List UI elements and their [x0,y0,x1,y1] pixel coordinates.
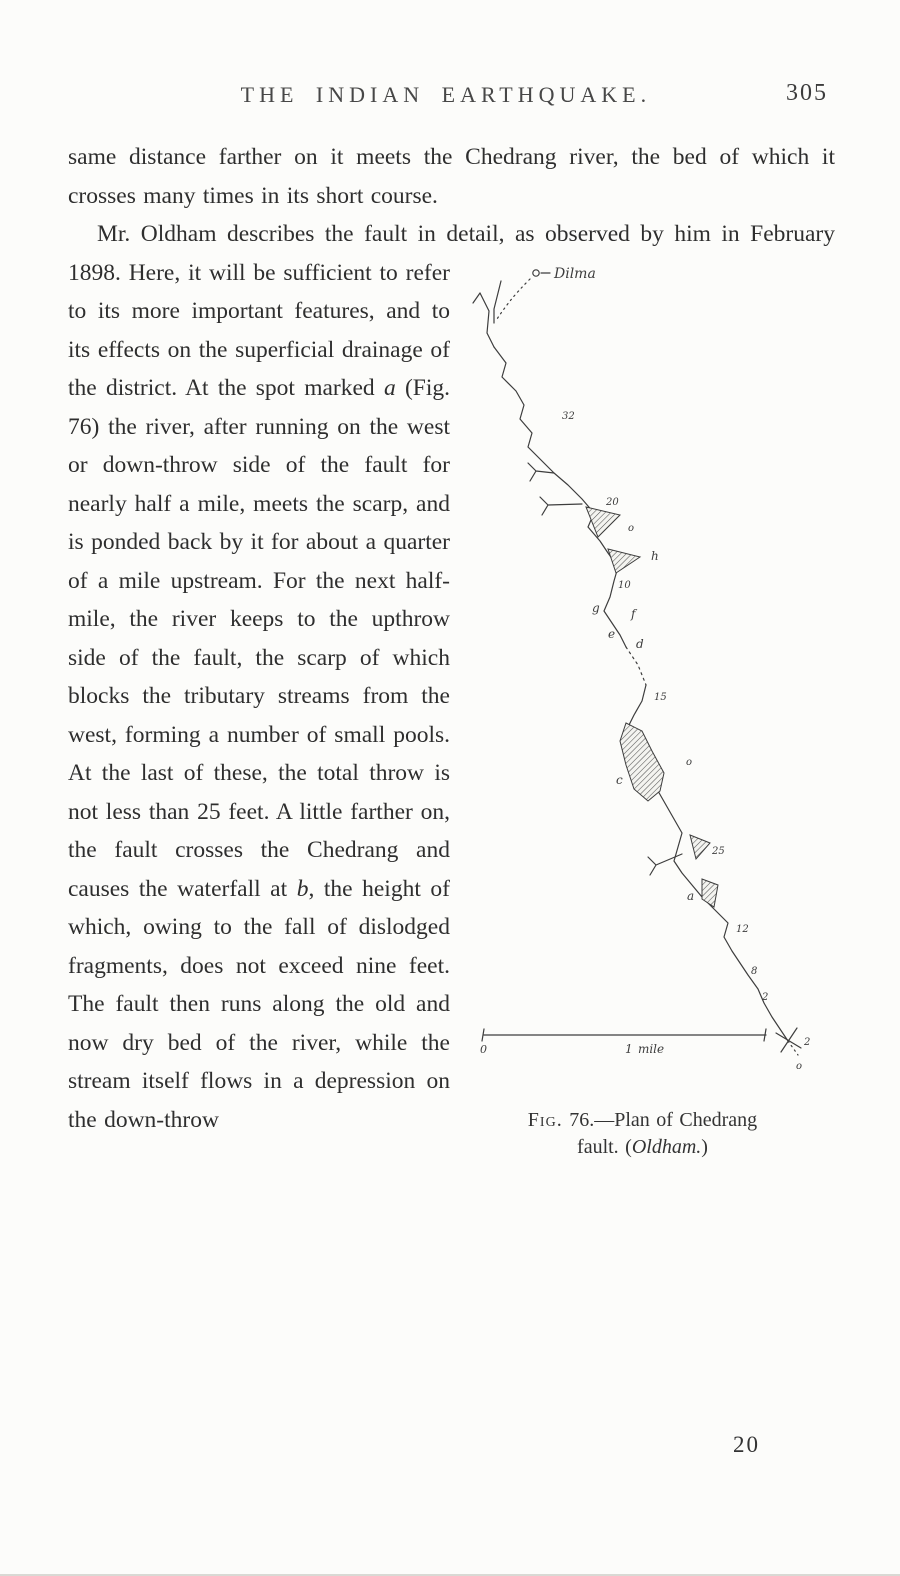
map-pond-4 [702,879,718,907]
fig-scale-zero: 0 [480,1043,487,1056]
dilma-marker [533,270,539,276]
map-pond-1 [586,507,620,537]
paragraph-2-text: Mr. Oldham describes the fault in detail, as observed by him in February 1898. Here, it will be sufficient to refer to its more important features, and to its effects on the superficial drainage of the district. At the spot marked a (Fig. 76) the river, after running on the west or down-throw side of the fault for nearly half a mile, meets the scarp, and is ponded back by it for about a quarter of a mile upstream. For the next half-mile, the river keeps to the upthrow side of the fault, the scarp of which blocks the tributary streams from the west, forming a number of small pools. At the last of these, the total throw is not less than 25 feet. A little farther on, the fault crosses the Chedrang and causes the waterfall at b, the height of which, owing to the fall of dislodged fragments, does not exceed nine feet. The fault then runs along the old and now dry bed of the river, while the stream itself flows in a depression on the down-throw [68,221,835,1133]
map-tributary-2 [540,497,582,515]
page-number-top: 305 [786,80,828,106]
fig-label-25: 25 [712,846,725,857]
running-title: THE INDIAN EARTHQUAKE. [240,82,652,107]
fig-scale-mile: 1 mile [625,1042,665,1056]
map-pond-3 [690,835,710,859]
map-tributary-1 [528,463,554,481]
figure-caption-title: 76.—Plan of Chedrang [562,1109,758,1131]
paragraph-2 [68,215,835,1158]
figure-caption [450,1107,835,1161]
fig-label-d: d [636,637,644,651]
paragraph-1: same distance farther on it meets the Chedrang river, the bed of which it crosses many times in its short course. [68,144,835,209]
map-fault-line-lower [628,685,788,1041]
map-pond-large [620,723,664,801]
fig-label-h: h [651,549,659,563]
figure-caption-fault: fault. ( [577,1136,632,1158]
map-stream-branch-2 [494,281,501,323]
figure-caption-author: Oldham. [631,1136,702,1158]
fig-label-2a: 2 [762,992,769,1003]
chedrang-fault-map [470,257,830,1095]
map-end-cross [776,1028,801,1052]
figure-caption-close: ) [701,1136,708,1158]
running-header [0,80,900,112]
figure-caption-fig: Fig. [527,1109,563,1131]
map-stream-branch-3 [473,293,480,303]
fig-label-o3: o [796,1061,803,1072]
map-fault-line-dotted [626,647,646,685]
map-scale-bar [482,1029,766,1041]
fig-label-32: 32 [562,411,575,422]
fig-label-15: 15 [654,692,667,703]
fig-label-dilma: Dilma [554,266,596,282]
fig-label-e: e [608,627,616,641]
map-pond-2 [608,549,640,573]
fig-label-f: f [631,607,636,621]
fig-label-8: 8 [751,966,758,977]
fig-label-o2: o [686,757,693,768]
fig-label-12: 12 [736,924,749,935]
fig-label-g: g [592,601,600,615]
map-dotted-trail [497,279,530,319]
fig-label-2b: 2 [804,1037,811,1048]
fig-label-20: 20 [606,497,619,508]
page-content [68,138,835,1187]
figure-caption-line2 [577,1136,708,1158]
page-number-bottom: 20 [733,1432,760,1457]
figure-76 [450,215,835,1161]
map-stream-branch-1 [480,293,494,347]
fig-label-o1: o [628,523,635,534]
fig-label-10: 10 [618,580,631,591]
figure-caption-line1 [528,1109,757,1131]
fig-label-a: a [687,889,695,903]
fig-label-c: c [616,773,623,787]
